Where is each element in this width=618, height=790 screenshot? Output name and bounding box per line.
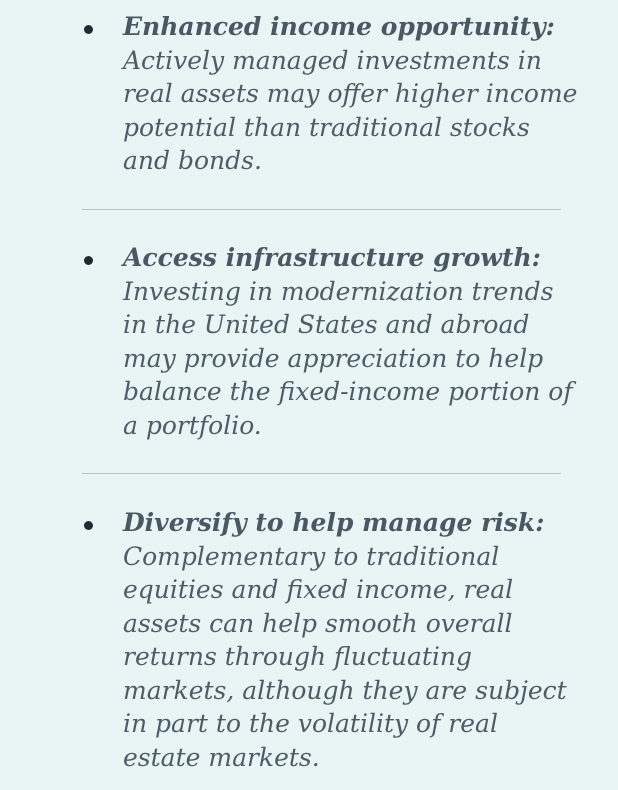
list-item-text [123,506,578,774]
list-item-body: Actively managed investments in real assets may offer higher income potential than traditional stocks and bonds. [123,45,578,175]
bullet-icon [84,256,93,265]
list-item-heading: Diversify to help manage risk: [123,508,545,537]
list-item-income [78,10,578,178]
bullet-icon [84,25,93,34]
list-item-text [123,10,578,178]
list-item-heading: Access infrastructure growth: [123,243,541,272]
list-item-text [123,241,578,442]
divider [82,209,561,210]
list-item-heading: Enhanced income opportunity: [123,12,555,41]
list-item-infrastructure [78,241,578,442]
divider [82,473,561,474]
list-item-body: Investing in modernization trends in the United States and abroad may provide appreciation to help balance the fixed-income portion of a portfolio. [123,276,573,440]
bullet-icon [84,521,93,530]
list-item-body: Complementary to traditional equities and fixed income, real assets can help smooth overall returns through fluctuating markets, although they are subject in part to the volatility of real estate markets. [123,541,567,772]
list-item-diversify [78,506,578,774]
